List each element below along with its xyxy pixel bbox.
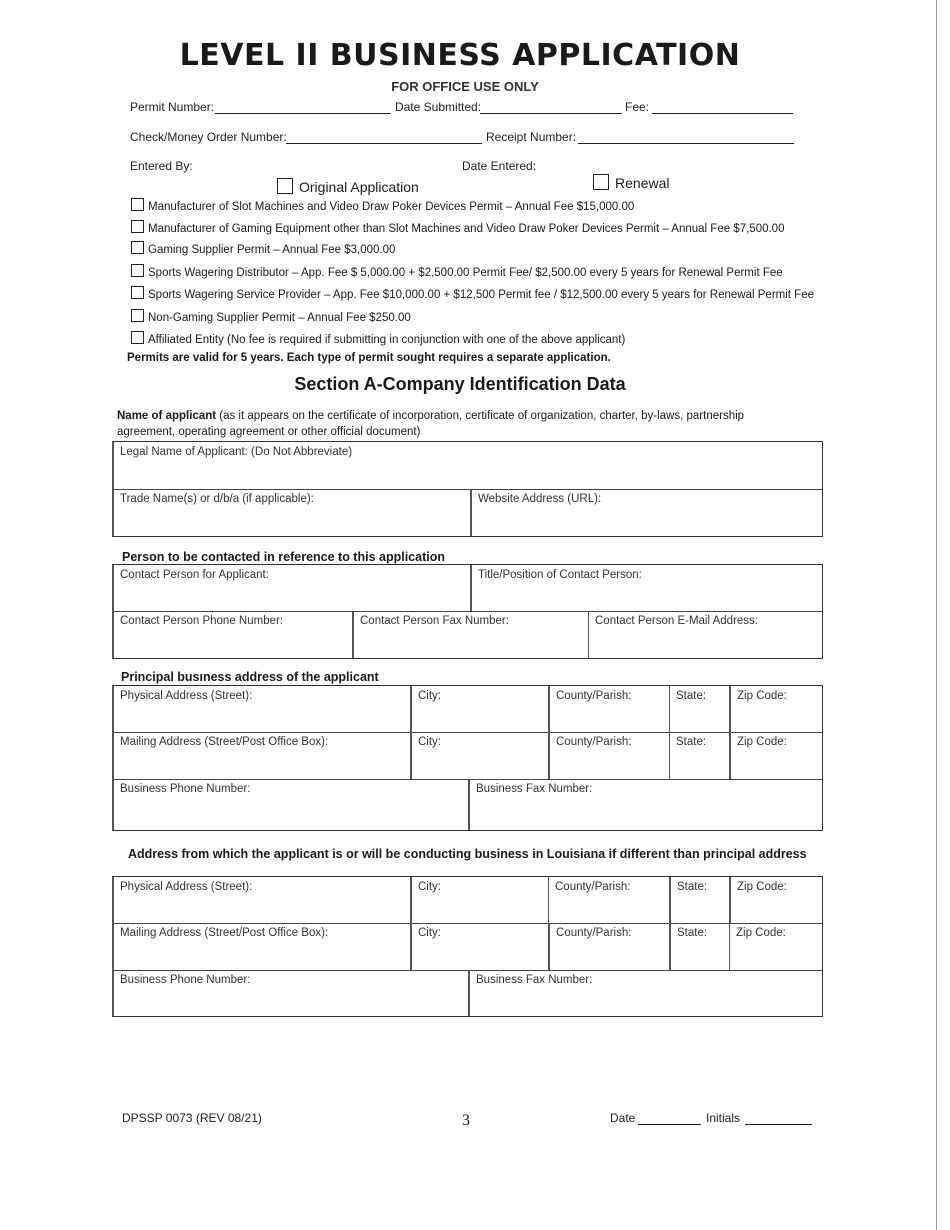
louisiana-state-cell[interactable] [669,877,729,923]
principal-zip-cell[interactable] [729,686,822,732]
permit-option-3-checkbox[interactable] [131,241,144,254]
louisiana-zip-label: Zip Code: [737,881,787,893]
principal-county-cell[interactable] [548,686,669,732]
principal-state-label: State: [676,690,707,702]
contact-email-cell[interactable] [588,611,822,658]
permit-option-3[interactable] [131,241,395,256]
principal-mailing-label: Mailing Address (Street/Post Office Box): [120,736,329,748]
permit-option-2-label: Manufacturer of Gaming Equipment other than Slot Machines and Video Draw Poker Devices Permit – Annual Fee $7,500.00 [148,223,785,235]
contact-fax-label: Contact Person Fax Number: [360,615,509,627]
louisiana-city-cell[interactable] [410,877,548,923]
website-cell[interactable] [470,489,822,536]
principal-address-table [112,685,823,831]
permit-option-4-checkbox[interactable] [131,264,144,277]
permit-option-4[interactable] [131,264,783,279]
louisiana-zip-cell[interactable] [729,877,822,923]
form-id: DPSSP 0073 (REV 08/21) [122,1111,262,1125]
louisiana-physical-label: Physical Address (Street): [120,881,253,893]
renewal-option[interactable] [593,174,669,191]
principal-zip-label: Zip Code: [737,690,787,702]
principal-business-fax-label: Business Fax Number: [476,783,593,795]
scan-edge-line [936,0,937,1230]
permit-option-5[interactable] [131,286,814,301]
permit-option-2-checkbox[interactable] [131,220,144,233]
contact-phone-label: Contact Person Phone Number: [120,615,284,627]
section-a-title: Section A-Company Identification Data [294,374,626,394]
principal-mailing-county-cell[interactable] [548,732,669,779]
footer-date-field[interactable] [638,1124,701,1125]
principal-mailing-state-cell[interactable] [669,732,729,779]
contact-phone-cell[interactable] [114,611,352,658]
contact-email-label: Contact Person E-Mail Address: [595,615,758,627]
louisiana-business-phone-cell[interactable] [114,970,468,1016]
principal-mailing-state-label: State: [676,736,707,748]
permit-number-label: Permit Number: [130,100,215,114]
permit-option-1-label: Manufacturer of Slot Machines and Video Draw Poker Devices Permit – Annual Fee $15,000.00 [148,201,635,213]
trade-name-cell[interactable] [114,489,470,536]
name-of-applicant-bold: Name of applicant [117,410,217,422]
trade-name-label: Trade Name(s) or d/b/a (if applicable): [120,493,314,505]
principal-business-phone-cell[interactable] [114,779,468,830]
permit-option-7[interactable] [131,331,625,346]
entered-by-label: Entered By: [130,159,193,173]
louisiana-mailing-state-cell[interactable] [669,923,729,970]
permit-option-5-checkbox[interactable] [131,286,144,299]
principal-physical-cell[interactable] [114,686,410,732]
receipt-number-field[interactable] [578,143,794,144]
principal-physical-label: Physical Address (Street): [120,690,253,702]
louisiana-mailing-label: Mailing Address (Street/Post Office Box): [120,927,329,939]
original-application-label: Original Application [299,179,419,195]
louisiana-mailing-city-label: City: [418,927,441,939]
louisiana-business-fax-label: Business Fax Number: [476,974,593,986]
applicant-name-table [112,441,823,537]
permit-option-1[interactable] [131,198,634,213]
website-label: Website Address (URL): [478,493,602,505]
louisiana-city-label: City: [418,881,441,893]
contact-table [112,564,823,659]
permit-option-1-checkbox[interactable] [131,198,144,211]
principal-city-label: City: [418,690,441,702]
principal-city-cell[interactable] [410,686,548,732]
office-use-header: FOR OFFICE USE ONLY [391,79,539,94]
page-number: 3 [462,1112,470,1129]
permit-option-3-label: Gaming Supplier Permit – Annual Fee $3,000.00 [148,244,396,256]
legal-name-label: Legal Name of Applicant: (Do Not Abbreviate) [120,446,353,458]
principal-state-cell[interactable] [669,686,729,732]
name-of-applicant-rest: (as it appears on the certificate of incorporation, certificate of organization, charter, by-laws, partnership agreement, operating agreement or other official document) [117,410,745,438]
louisiana-state-label: State: [677,881,708,893]
principal-business-fax-cell[interactable] [468,779,822,830]
principal-mailing-city-label: City: [418,736,441,748]
principal-mailing-zip-label: Zip Code: [737,736,787,748]
permit-option-4-label: Sports Wagering Distributor – App. Fee $ 5,000.00 + $2,500.00 Permit Fee/ $2,500.00 every 5 years for Renewal Permit Fee [148,267,783,279]
principal-address-header: Principal busıness address of the applicant [121,670,379,684]
page-title: LEVEL II BUSINESS APPLICATION [179,38,741,73]
louisiana-address-header: Address from which the applicant is or will be conducting business in Louisiana if different than principal address [128,847,807,861]
receipt-number-label: Receipt Number: [486,130,577,144]
check-money-order-field[interactable] [286,143,482,144]
louisiana-county-cell[interactable] [548,877,669,923]
louisiana-mailing-county-cell[interactable] [548,923,669,970]
check-money-order-label: Check/Money Order Number: [130,130,287,144]
permit-option-5-label: Sports Wagering Service Provider – App. Fee $10,000.00 + $12,500 Permit fee / $12,500.00 every 5 years for Renewal Permit Fee [148,289,814,301]
permit-option-7-label: Affiliated Entity (No fee is required if submitting in conjunction with one of the above applicant) [148,334,626,346]
name-of-applicant-instructions [117,408,757,440]
renewal-label: Renewal [615,175,670,191]
louisiana-mailing-city-cell[interactable] [410,923,548,970]
legal-name-cell[interactable] [114,442,822,489]
louisiana-business-fax-cell[interactable] [468,970,822,1016]
principal-business-phone-label: Business Phone Number: [120,783,251,795]
contact-title-label: Title/Position of Contact Person: [478,569,642,581]
louisiana-business-phone-label: Business Phone Number: [120,974,251,986]
contact-person-cell[interactable] [114,565,470,611]
contact-section-header: Person to be contacted in reference to this application [122,550,445,564]
louisiana-mailing-zip-cell[interactable] [729,923,822,970]
principal-mailing-city-cell[interactable] [410,732,548,779]
date-submitted-field[interactable] [480,113,622,114]
louisiana-mailing-county-label: County/Parish: [556,927,632,939]
permit-number-field[interactable] [215,113,391,114]
footer-initials-field[interactable] [745,1124,812,1125]
permit-option-2[interactable] [131,220,784,235]
permit-option-6-label: Non-Gaming Supplier Permit – Annual Fee $250.00 [148,312,411,324]
fee-label: Fee: [625,100,650,114]
footer-initials-label: Initials [706,1111,741,1125]
date-entered-label: Date Entered: [462,159,537,173]
original-application-option[interactable] [277,178,419,195]
contact-person-label: Contact Person for Applicant: [120,569,269,581]
contact-fax-cell[interactable] [352,611,588,658]
principal-mailing-zip-cell[interactable] [729,732,822,779]
louisiana-mailing-zip-label: Zip Code: [736,927,786,939]
louisiana-mailing-state-label: State: [677,927,708,939]
louisiana-county-label: County/Parish: [555,881,631,893]
permit-option-6[interactable] [131,309,411,324]
permit-option-6-checkbox[interactable] [131,309,144,322]
principal-mailing-cell[interactable] [114,732,410,779]
fee-field[interactable] [652,113,793,114]
renewal-checkbox[interactable] [593,174,609,190]
principal-county-label: County/Parish: [556,690,632,702]
permit-option-7-checkbox[interactable] [131,331,144,344]
contact-title-cell[interactable] [470,565,822,611]
principal-mailing-county-label: County/Parish: [556,736,632,748]
permits-validity-note: Permits are valid for 5 years. Each type of permit sought requires a separate application. [127,352,611,364]
louisiana-physical-cell[interactable] [114,877,410,923]
louisiana-mailing-cell[interactable] [114,923,410,970]
footer-date-label: Date [610,1111,636,1125]
louisiana-address-table [112,876,823,1017]
original-application-checkbox[interactable] [277,178,293,194]
date-submitted-label: Date Submitted: [395,100,482,114]
